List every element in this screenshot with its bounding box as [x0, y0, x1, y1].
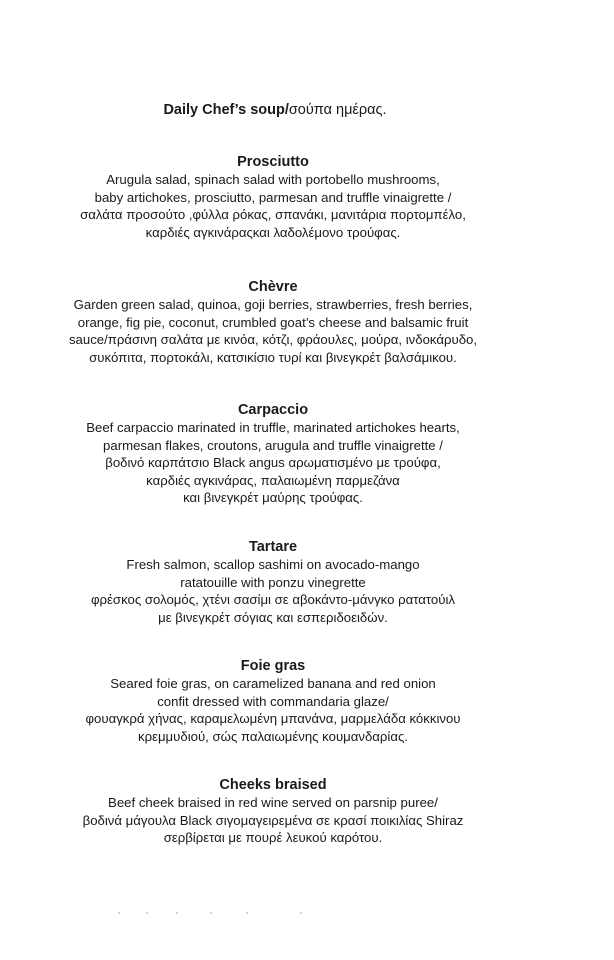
dish-description-line: Fresh salmon, scallop sashimi on avocado-mango	[126, 557, 420, 572]
scan-dot	[146, 912, 148, 914]
dish-description-line: καρδιές αγκινάρας, παλαιωμένη παρμεζάνα	[146, 472, 400, 488]
dish-description-line: Garden green salad, quinoa, goji berries, strawberries, fresh berries,	[73, 297, 473, 312]
dish-title: Tartare	[248, 539, 298, 555]
dish-title: Chèvre	[248, 279, 298, 295]
dish-description-line: Arugula salad, spinach salad with portobello mushrooms,	[106, 172, 440, 187]
soup-title: Daily Chef’s soup/	[163, 102, 289, 118]
dish-description-line: καρδιές αγκινάραςκαι λαδολέμονο τρούφας.	[145, 224, 401, 240]
dish-description-line: βοδινά μάγουλα Black σιγομαγειρεμένα σε κρασί ποικιλίας Shiraz	[82, 812, 464, 828]
scan-dot	[300, 912, 302, 914]
menu-item-cheeks-braised	[0, 776, 546, 847]
dish-title: Cheeks braised	[219, 777, 327, 793]
dish-description-line: σαλάτα προσούτο ,φύλλα ρόκας, σπανάκι, μανιτάρια πορτομπέλο,	[80, 207, 466, 223]
scan-dot	[246, 912, 248, 914]
dish-description-line: βοδινό καρπάτσιο Black angus αρωματισμένο με τρούφα,	[105, 455, 441, 471]
dish-description-line: sauce/πράσινη σαλάτα με κινόα, κότζι, φράουλες, μούρα, ινδοκάρυδο,	[68, 332, 478, 348]
dish-title: Prosciutto	[237, 154, 309, 170]
scan-artifact-dots	[118, 912, 358, 918]
menu-item-prosciutto	[0, 153, 546, 241]
dish-description-line: orange, fig pie, coconut, crumbled goat’s cheese and balsamic fruit	[77, 314, 469, 330]
dish-description-line: κρεμμυδιού, σώς παλαιωμένης κουμανδαρίας.	[137, 728, 409, 744]
dish-title: Carpaccio	[237, 402, 309, 418]
menu-item-carpaccio	[0, 401, 546, 507]
dish-description-line: Beef carpaccio marinated in truffle, marinated artichokes hearts,	[86, 420, 460, 435]
dish-description-line: σερβίρεται με πουρέ λευκού καρότου.	[163, 830, 383, 846]
scan-dot	[210, 912, 212, 914]
scan-dot	[176, 912, 178, 914]
dish-description-line: φρέσκος σολομός, χτένι σασίμι σε αβοκάντο-μάνγκο ρατατούιλ	[91, 592, 455, 608]
dish-description-line: Beef cheek braised in red wine served on parsnip puree/	[108, 795, 438, 810]
scan-dot	[118, 912, 120, 914]
dish-description-line: confit dressed with commandaria glaze/	[157, 693, 389, 709]
dish-description-line: και βινεγκρέτ μαύρης τρούφας.	[183, 490, 363, 506]
dish-description-line: ratatouille with ponzu vinegrette	[180, 574, 366, 590]
dish-title: Foie gras	[240, 658, 306, 674]
soup-title-greek: σούπα ημέρας.	[288, 102, 387, 118]
menu-item-tartare	[0, 538, 546, 626]
daily-soup-heading	[0, 101, 550, 119]
menu-item-foie-gras	[0, 657, 546, 745]
menu-item-chevre	[0, 278, 546, 366]
dish-description-line: baby artichokes, prosciutto, parmesan and truffle vinaigrette /	[94, 189, 452, 205]
dish-description-line: φουαγκρά χήνας, καραμελωμένη μπανάνα, μαρμελάδα κόκκινου	[85, 711, 461, 727]
dish-description-line: parmesan flakes, croutons, arugula and truffle vinaigrette /	[103, 437, 443, 453]
dish-description-line: Seared foie gras, on caramelized banana and red onion	[110, 676, 436, 691]
dish-description-line: συκόπιτα, πορτοκάλι, κατσικίσιο τυρί και βινεγκρέτ βαλσάμικου.	[89, 349, 457, 365]
dish-description-line: με βινεγκρέτ σόγιας και εσπεριδοειδών.	[158, 609, 388, 625]
